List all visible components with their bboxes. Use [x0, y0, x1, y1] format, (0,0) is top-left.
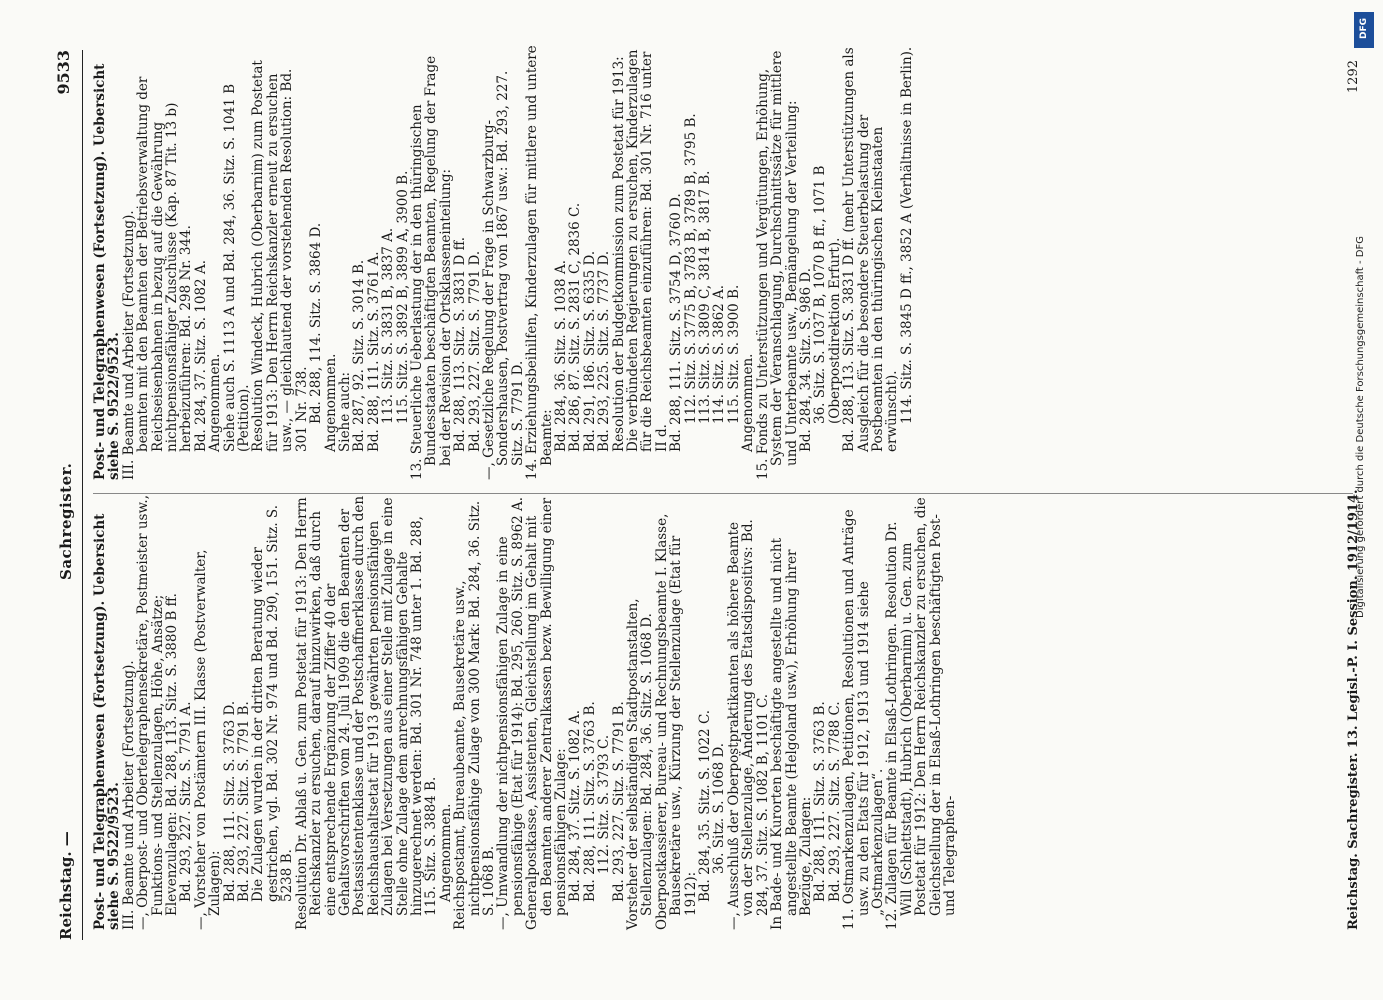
index-entry: Angenommen.: [322, 353, 339, 452]
index-entry: Bd. 288, 113. Sitz. S. 3831 D ff. (mehr Unterstützungen als Ausgleich für die besondere Steuerbelastung der Postbeamten in den thüringischen Kleinstaaten erwünscht).: [841, 47, 901, 452]
index-entry: 14. Erziehungsbeihilfen, Kinderzulagen für mittlere und untere Beamte:: [524, 45, 555, 480]
index-entry: Bd. 286, 87. Sitz. S. 2831 C, 2836 C.: [567, 202, 584, 452]
index-entry: Bd. 288, 111. Sitz. S. 3763 B.: [581, 701, 598, 902]
index-entry: 11. Ostmarkenzulagen, Petitionen, Resolutionen und Anträge usw. zu den Etats für 1912, 1913 und 1914 siehe „Ostmarkenzulagen“.: [841, 509, 886, 930]
index-entry: Bd. 288, 114. Sitz. S. 3864 D.: [308, 222, 325, 424]
index-entry: 113. Sitz. S. 3831 B, 3837 A.: [380, 227, 397, 424]
index-entry: Bd. 293, 225. Sitz. S. 7737 D.: [596, 250, 613, 452]
index-entry: Vorsteher der selbständigen Stadtpostanstalten, Stellenzulagen: Bd. 284, 36. Sitz. S. 1068 D.: [625, 598, 656, 930]
index-entry: Bd. 288, 111. Sitz. S. 3763 B.: [812, 701, 829, 902]
index-entry: Bd. 284, 35. Sitz. S. 1022 C.: [697, 709, 714, 902]
index-entry: Bd. 288, 113. Sitz. S. 3831 D ff.: [452, 236, 469, 452]
index-entry: 115. Sitz. S. 3900 B.: [725, 284, 742, 424]
header-left: Reichstag. —: [57, 831, 75, 940]
index-entry: In Bade- und Kurorten beschäftigte angestellte und nicht angestellte Beamte (Helgoland usw.), Erhöhung ihrer Bezüge, Zulagen:: [769, 537, 814, 930]
index-entry: Post- und Telegraphenwesen (Fortsetzung). Uebersicht siehe S. 9522/9523.: [92, 513, 123, 930]
index-entry: Bd. 293, 227. Sitz. S. 7791 B.: [236, 701, 253, 902]
index-entry: Angenommen.: [740, 353, 757, 452]
index-entry: Bd. 284, 34. Sitz. S. 986 D.: [797, 268, 814, 452]
index-entry: III. Beamte und Arbeiter (Fortsetzung).: [120, 660, 137, 930]
index-entry: Reichspostamt, Bureaubeamte, Bausekretäre usw., nichtpensionsfähige Zulage von 300 Mark: Bd. 284, 36. Sitz. S. 1068 B.: [452, 500, 497, 930]
running-head: [55, 50, 79, 940]
index-entry: 13. Steuerliche Ueberlastung der in den thüringischen Bundesstaaten beschäftigten Beamten, Regelung der Frage bei der Revision der Ortsklasseneinteilung:: [408, 55, 454, 480]
header-rule: [82, 50, 83, 940]
index-entry: Bd. 293, 227. Sitz. S. 7791 D.: [466, 250, 483, 452]
index-entry: —, Oberpost- und Obertelegraphensekretäre, Postmeister usw., Funktions- und Stellenzulagen, Höhe, Ansätze; Elevenzulagen: Bd. 288, 113. Sitz. S. 3880 B ff.: [135, 495, 181, 930]
index-entry: Post- und Telegraphenwesen (Fortsetzung). Uebersicht siehe S. 9522/9523.: [92, 63, 123, 480]
index-entry: Bd. 293, 227. Sitz. S. 7791 B.: [610, 701, 627, 902]
index-entry: Angenommen.: [437, 803, 454, 902]
index-entry: 114. Sitz. S. 3862 A.: [711, 284, 728, 424]
index-entry: Bd. 284, 37. Sitz. S. 1082 A.: [192, 260, 209, 452]
index-entry: —, Umwandlung der nichtpensionsfähigen Zulage in eine pensionsfähige (Etat für 1914): Bd. 295, 260. Sitz. S. 8962 A.: [495, 496, 526, 930]
header-center: Sachregister.: [57, 462, 75, 580]
index-entry: Oberpostkassierer, Bureau- und Rechnungsbeamte I. Klasse, Bausekretäre usw., Kürzung der Stellenzulage (Etat für 1912):: [653, 513, 699, 930]
index-entry: Resolution der Budgetkommission zum Postetat für 1913: Die verbündeten Regierungen zu ersuchen, Kinderzulagen für die Reichsbeamten einzuführen: Bd. 301 Nr. 716 unter II d.: [610, 49, 670, 452]
index-entry: Siehe auch:: [336, 371, 353, 452]
index-entry: Resolution Dr. Ablaß u. Gen. zum Postetat für 1913: Den Herrn Reichskanzler zu ersuchen, darauf hinzuwirken, daß durch eine entsprechende Ergänzung der Ziffer 40 der Gehaltsvorschriften vom 24. Juli 1909 die den Beamten der Postassistentenklasse und der Postschaffnerklasse durch den Reichshaushaltsetat für 1913 gewährten pensionsfähigen Zulagen bei Versetzungen aus einer Stelle mit Zulage in eine Stelle ohne Zulage dem anrechnungsfähigen Gehalte hinzugerechnet werden: Bd. 301 Nr. 748 unter 1. Bd. 288, 115. Sitz. S. 3884 B.: [293, 495, 440, 930]
index-entry: 36. Sitz. S. 1068 D.: [711, 742, 728, 874]
index-entry: 113. Sitz. S. 3809 C, 3814 B, 3817 B.: [697, 170, 714, 424]
index-entry: III. Beamte und Arbeiter (Fortsetzung).: [120, 210, 137, 480]
index-entry: Siehe auch S. 1113 A und Bd. 284, 36. Sitz. S. 1041 B (Petition).: [221, 83, 253, 452]
index-entry: Bd. 293, 227. Sitz. S. 7788 C.: [826, 701, 843, 902]
index-entry: Bd. 288, 111. Sitz. S. 3763 D.: [221, 700, 238, 902]
index-entry: Bd. 284, 37. Sitz. S. 1082 A.: [567, 710, 584, 902]
index-entry: 112. Sitz. S. 3775 B, 3783 B, 3789 B, 3795 B.: [682, 113, 699, 424]
index-entry: Bd. 293, 227. Sitz. S. 7791 A.: [178, 701, 195, 902]
index-entry: 115. Sitz. S. 3892 B, 3899 A, 3900 B.: [394, 170, 411, 424]
index-entry: 114. Sitz. S. 3845 D ff., 3852 A (Verhältnisse in Berlin).: [898, 46, 915, 424]
index-entry: —, Ausschluß der Oberpostpraktikanten als höhere Beamte von der Stellenzulage, Änderung des Etatsdispositivs: Bd. 284, 37. Sitz. S. 1082 B, 1101 C.: [725, 519, 771, 930]
index-entry: Generalpostkasse, Assistenten, Gleichstellung im Gehalt mit den Beamten anderer Zentralkassen bezw. Bewilligung einer pensionsfähigen Zulage:: [524, 497, 569, 930]
dfg-stamp-text: Digitalisierung gefördert durch die Deutsche Forschungsgemeinschaft - DFG: [1355, 235, 1366, 618]
index-entry: Bd. 284, 36. Sitz. S. 1038 A.: [553, 260, 569, 452]
left-column: [93, 494, 957, 930]
footer-right: 1292: [1346, 60, 1361, 94]
footer-left: Reichstag. Sachregister. 13. Legisl.-P. I. Session. 1912/1914.: [1346, 489, 1361, 930]
rotated-page-content: [55, 0, 1383, 1000]
right-column: [93, 44, 914, 480]
index-entry: —, Gesetzliche Regelung der Frage in Schwarzburg-Sondershausen, Postvertrag von 1867 usw.: Bd. 293, 227. Sitz. S. 7791 D.: [480, 70, 526, 480]
index-entry: beamten mit den Beamten der Betriebsverwaltung der Reichseisenbahnen in bezug auf die Gewährung nichtpensionsfähiger Zuschüsse (Kap. 87 Tit. 13 b) herbeizuführen: Bd. 298 Nr. 344.: [135, 76, 195, 452]
index-entry: Bd. 288, 111. Sitz. S. 3754 D, 3760 D.: [668, 193, 685, 452]
page-number: 9533: [54, 50, 73, 95]
index-entry: Resolution Windeck, Hubrich (Oberbarnim) zum Postetat für 1913: Den Herrn Reichskanzler erneut zu ersuchen usw., — gleichlautend der vorstehenden Resolution: Bd. 301 Nr. 738.: [250, 60, 310, 452]
index-entry: Bd. 287, 92. Sitz. S. 3014 B.: [351, 259, 368, 452]
index-entry: 36. Sitz. S. 1037 B, 1070 B ff., 1071 B (Oberpostdirektion Erfurt).: [812, 165, 843, 424]
index-entry: Bd. 288, 111. Sitz. S. 3761 A.: [365, 251, 382, 452]
index-entry: 112. Sitz. S. 3793 C.: [596, 734, 613, 874]
index-entry: Die Zulagen wurden in der dritten Beratung wieder gestrichen, vgl. Bd. 302 Nr. 974 und Bd. 290, 151. Sitz. S. 5238 B.: [250, 505, 296, 902]
dfg-logo: DFG: [1354, 12, 1374, 48]
index-entry: 15. Fonds zu Unterstützungen und Vergütungen, Erhöhung, System der Veranschlagung, Durchschnittssätze für mittlere und Unterbeamte usw., Bemängelung der Verteilung:: [754, 50, 800, 480]
index-entry: 12. Zulagen für Beamte in Elsaß-Lothringen. Resolution Dr. Will (Schlettstadt), Hubrich (Oberbarnim) u. Gen. zum Postetat für 1912: Den Herrn Reichskanzler zu ersuchen, die Gleichstellung der in Elsaß-Lothringen beschäftigten Post- und Telegraphen-: [884, 497, 958, 930]
index-entry: Bd. 291, 186. Sitz. S. 6335 D.: [581, 250, 598, 452]
dfg-stamp: [1351, 8, 1377, 992]
index-entry: —, Vorsteher von Postämtern III. Klasse (Postverwalter, Zulagen):: [192, 549, 224, 930]
index-entry: Angenommen.: [207, 353, 224, 452]
